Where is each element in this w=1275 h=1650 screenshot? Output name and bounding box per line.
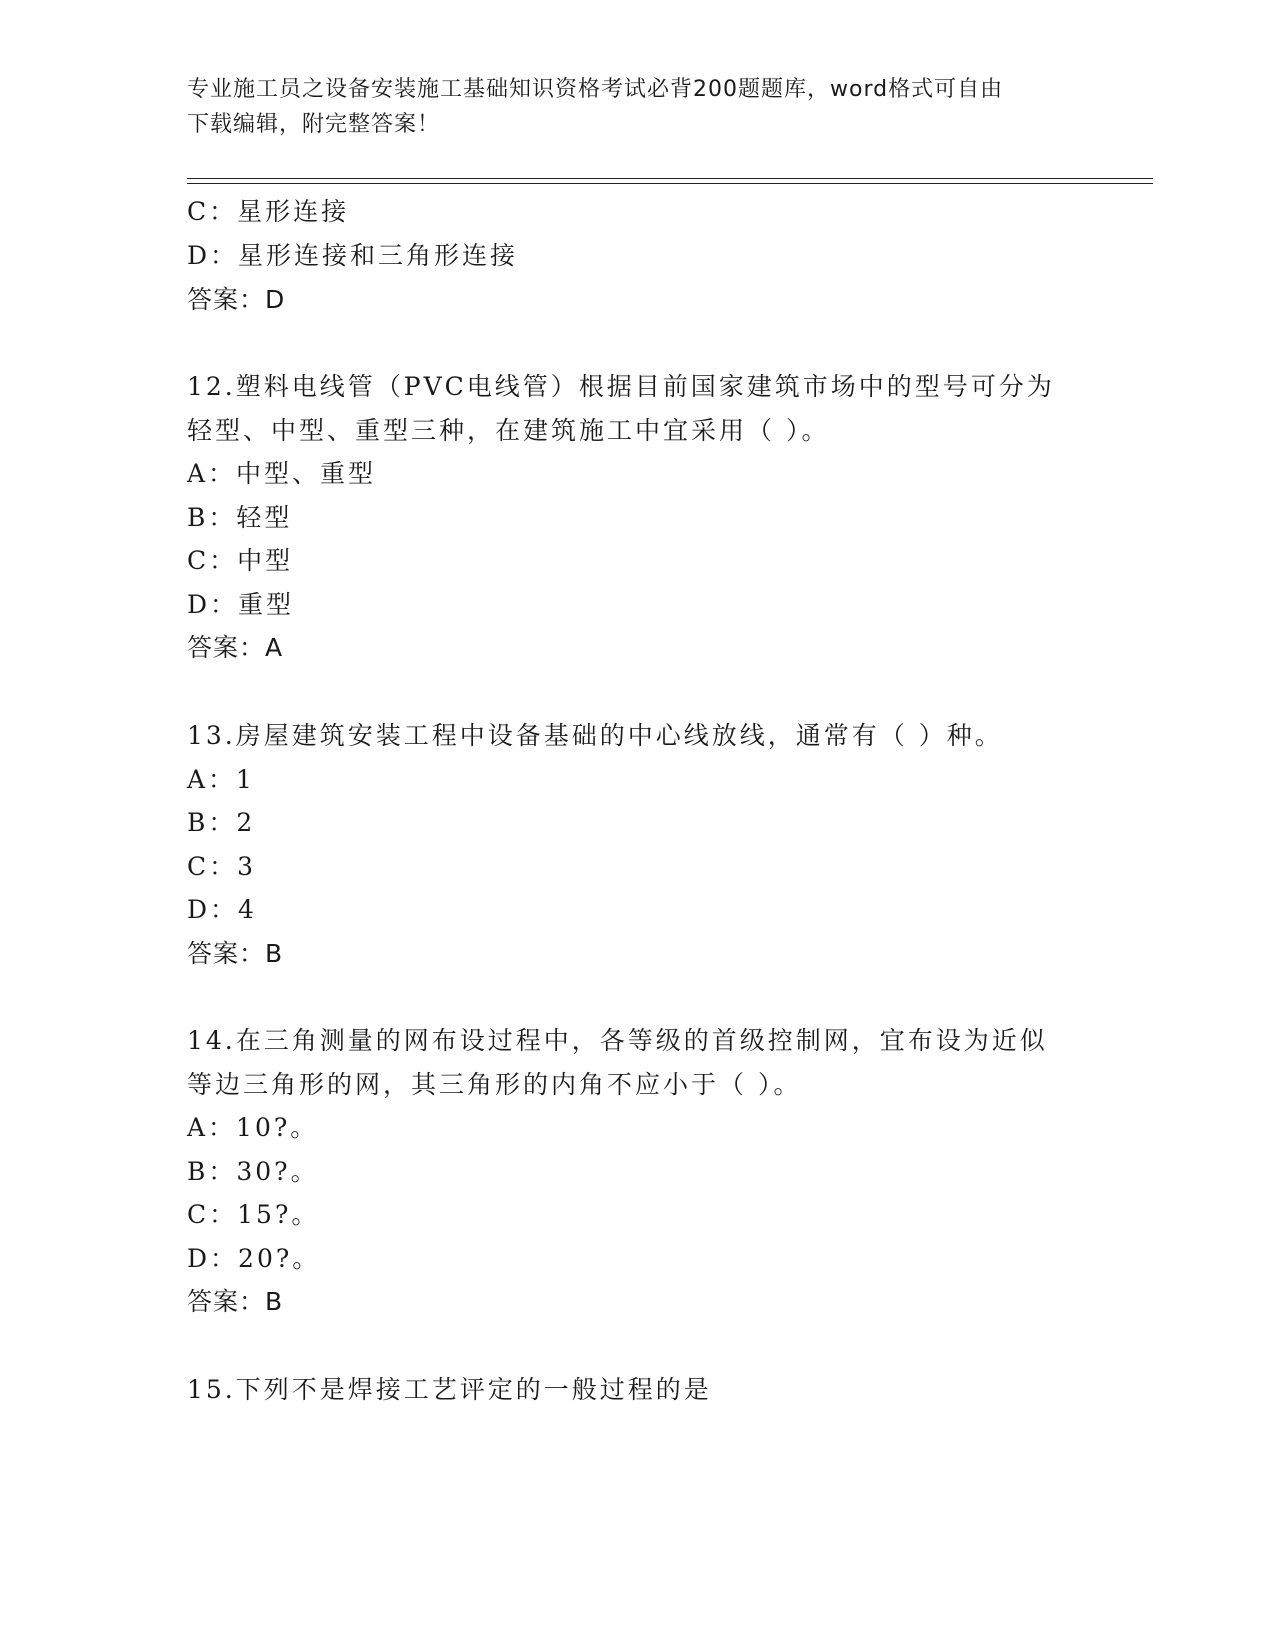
header-title-line1: 专业施工员之设备安装施工基础知识资格考试必背200题题库，word格式可自由 bbox=[187, 77, 1004, 102]
q12-answer: 答案：A bbox=[187, 633, 284, 662]
q13-option-b: B：2 bbox=[187, 808, 256, 837]
q12-stem-line1: 12.塑料电线管（PVC电线管）根据目前国家建筑市场中的型号可分为 bbox=[187, 372, 1055, 401]
header-divider-bottom bbox=[187, 183, 1153, 184]
q13-option-a: A：1 bbox=[187, 765, 255, 794]
page-header bbox=[187, 72, 1067, 142]
q14-stem-line1: 14.在三角测量的网布设过程中，各等级的首级控制网，宜布设为近似 bbox=[187, 1026, 1048, 1055]
q13-option-d: D：4 bbox=[187, 895, 257, 924]
q12-stem-line2: 轻型、中型、重型三种，在建筑施工中宜采用（ ）。 bbox=[187, 416, 830, 445]
q11-option-d: D：星形连接和三角形连接 bbox=[187, 241, 519, 270]
header-divider-top bbox=[187, 178, 1153, 179]
q12-option-b: B：轻型 bbox=[187, 503, 293, 532]
q15-stem-line1: 15.下列不是焊接工艺评定的一般过程的是 bbox=[187, 1375, 712, 1404]
q11-answer: 答案：D bbox=[187, 285, 286, 314]
q13-stem-line1: 13.房屋建筑安装工程中设备基础的中心线放线，通常有（ ）种。 bbox=[187, 721, 1003, 750]
q13-option-c: C：3 bbox=[187, 852, 257, 881]
q11-option-c: C：星形连接 bbox=[187, 197, 350, 226]
q14-answer: 答案：B bbox=[187, 1287, 284, 1316]
q14-stem-line2: 等边三角形的网，其三角形的内角不应小于（ ）。 bbox=[187, 1070, 802, 1099]
q12-option-d: D：重型 bbox=[187, 590, 295, 619]
q14-option-c: C：15?。 bbox=[187, 1200, 320, 1229]
q14-option-a: A：10?。 bbox=[187, 1113, 319, 1142]
q14-option-b: B：30?。 bbox=[187, 1157, 319, 1186]
q12-option-c: C：中型 bbox=[187, 546, 294, 575]
q13-answer: 答案：B bbox=[187, 939, 284, 968]
header-title-line2: 下载编辑，附完整答案！ bbox=[187, 112, 441, 137]
q12-option-a: A：中型、重型 bbox=[187, 459, 377, 488]
q14-option-d: D：20?。 bbox=[187, 1244, 321, 1273]
